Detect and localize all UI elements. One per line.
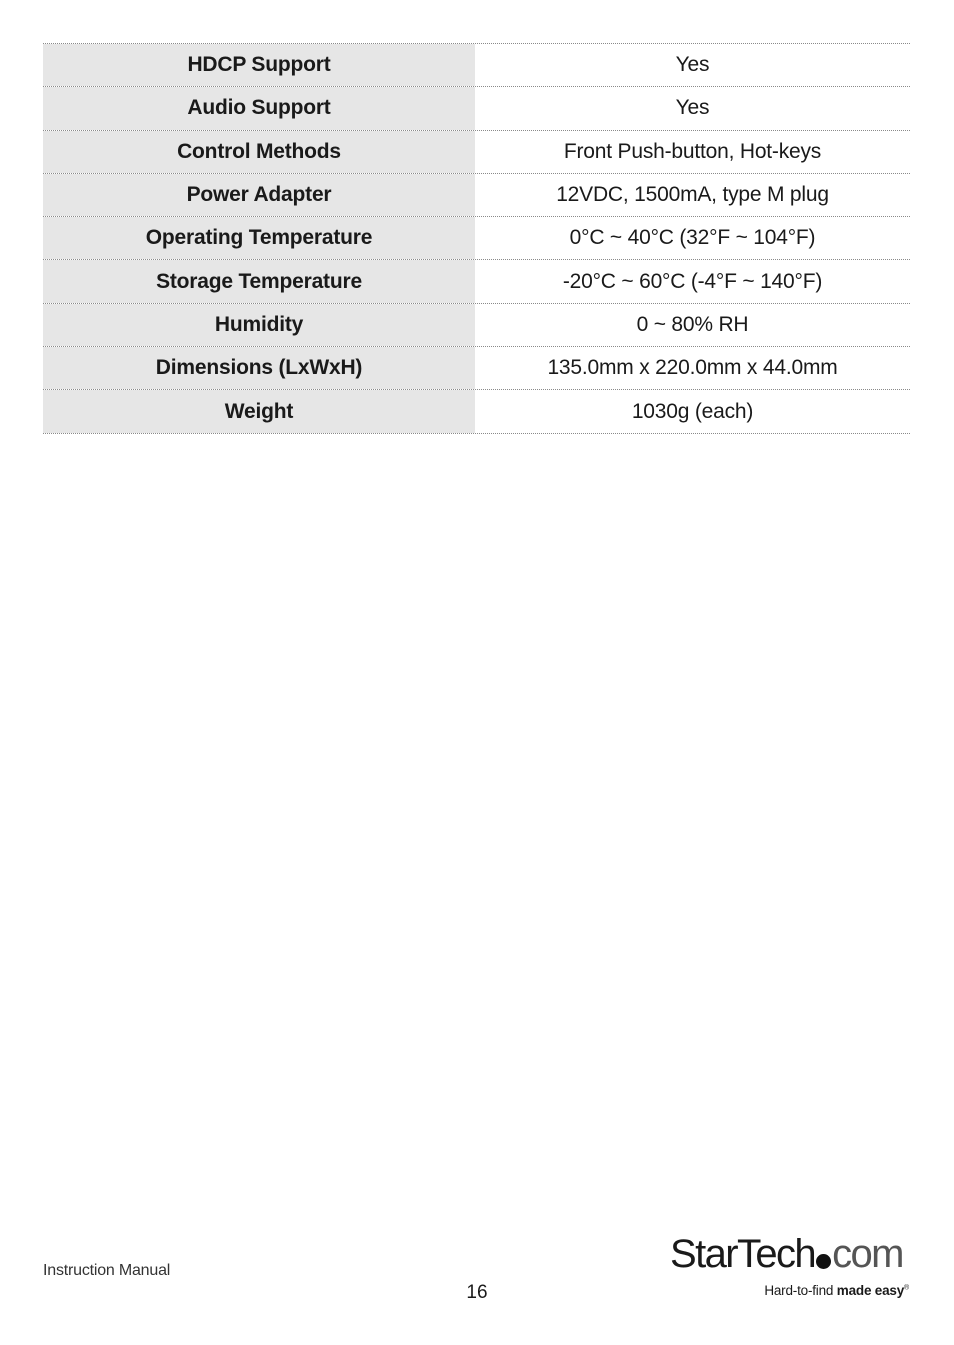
footer-manual-label: Instruction Manual — [43, 1262, 171, 1279]
tagline-bold: made easy — [836, 1283, 905, 1298]
spec-label: Dimensions (LxWxH) — [43, 347, 475, 389]
table-row — [43, 260, 910, 303]
table-row — [43, 131, 910, 174]
logo-brand-main: StarTech — [670, 1232, 816, 1276]
registered-mark: ® — [904, 1284, 909, 1292]
startech-logo — [670, 1230, 915, 1305]
table-row — [43, 390, 910, 433]
table-row — [43, 304, 910, 347]
spec-value: 135.0mm x 220.0mm x 44.0mm — [547, 356, 838, 380]
spec-label: Power Adapter — [43, 174, 475, 216]
specifications-table — [43, 43, 910, 434]
page-number: 16 — [466, 1282, 488, 1303]
spec-value: 0 ~ 80% RH — [636, 312, 749, 336]
table-row — [43, 217, 910, 260]
table-row — [43, 347, 910, 390]
spec-label: HDCP Support — [43, 44, 475, 86]
spec-value: Yes — [675, 96, 710, 120]
spec-value: 0°C ~ 40°C (32°F ~ 104°F) — [569, 226, 816, 250]
table-row — [43, 44, 910, 87]
tagline-regular: Hard-to-find — [764, 1283, 834, 1298]
spec-label: Humidity — [43, 304, 475, 346]
table-row — [43, 87, 910, 130]
spec-label: Operating Temperature — [43, 217, 475, 259]
spec-label: Storage Temperature — [43, 260, 475, 302]
spec-label: Weight — [43, 390, 475, 432]
logo-tagline — [764, 1283, 909, 1298]
spec-value: Front Push-button, Hot-keys — [563, 139, 822, 163]
logo-brand-suffix: com — [832, 1232, 903, 1276]
spec-value: 12VDC, 1500mA, type M plug — [556, 183, 829, 207]
spec-label: Control Methods — [43, 131, 475, 173]
spec-value: Yes — [675, 53, 710, 77]
logo-wordmark — [670, 1230, 903, 1278]
spec-label: Audio Support — [43, 87, 475, 129]
logo-dot-icon — [816, 1254, 831, 1269]
spec-value: -20°C ~ 60°C (-4°F ~ 140°F) — [562, 269, 823, 293]
table-row — [43, 174, 910, 217]
spec-value: 1030g (each) — [631, 399, 754, 423]
